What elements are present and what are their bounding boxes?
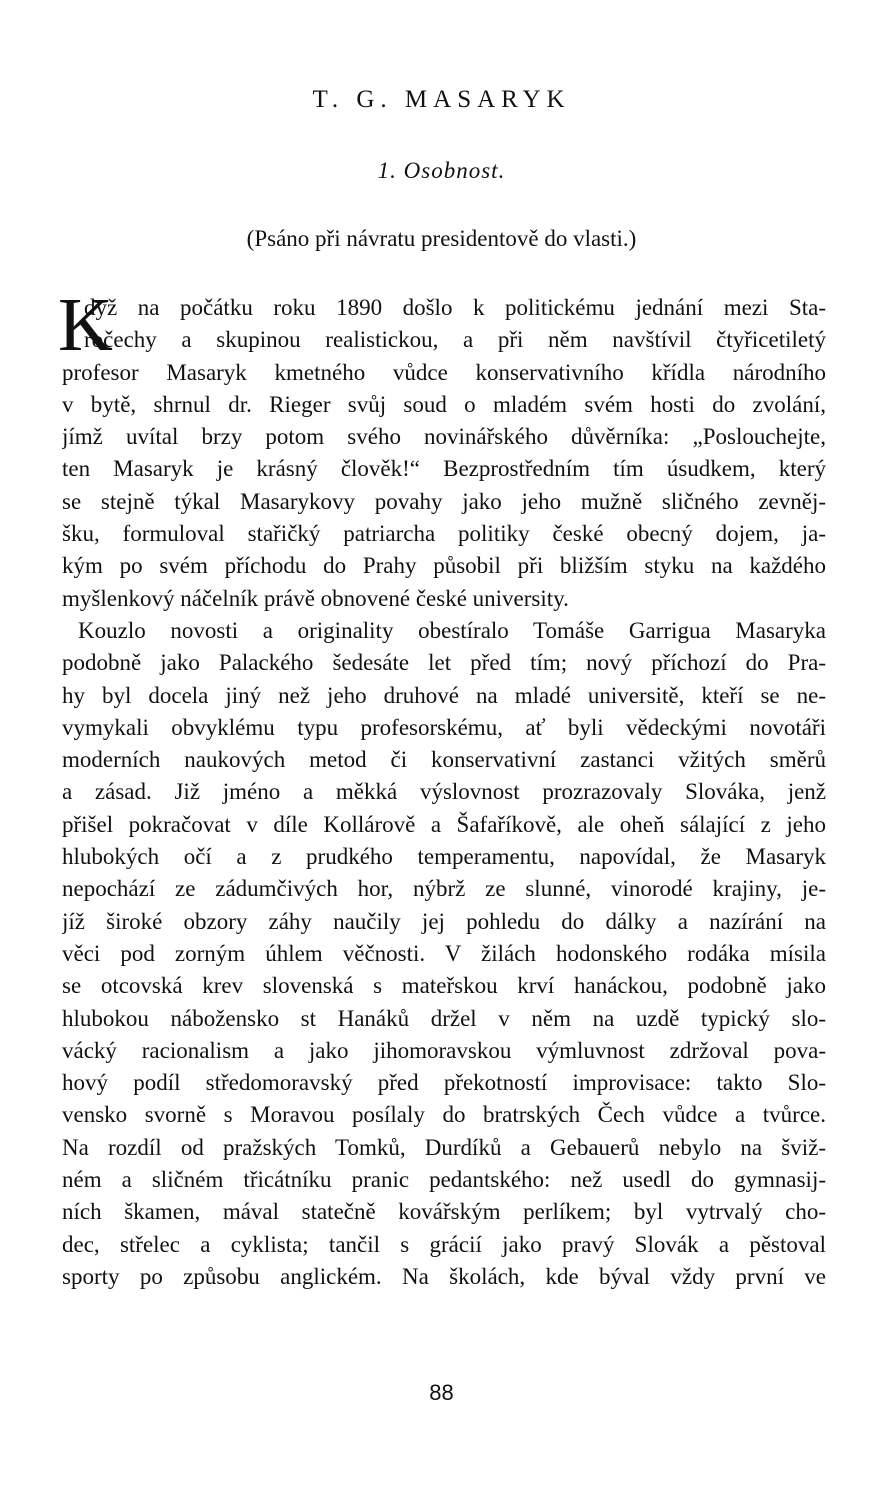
text-line: hy byl docela jiný než jeho druhové na mladé universitě, kteří se ne- (62, 682, 826, 708)
text-line: myšlenkový náčelník právě obnovené české university. (62, 585, 569, 611)
text-line: věci pod zorným úhlem věčnosti. V žilách hodonského rodáka mísila (62, 940, 826, 966)
chapter-title: 1. Osobnost. (377, 158, 506, 183)
text-line: podobně jako Palackého šedesáte let před tím; nový příchozí do Pra- (62, 650, 826, 676)
text-line: jíž široké obzory záhy naučily jej pohledu do dálky a nazírání na (62, 908, 826, 934)
text-line: vensko svorně s Moravou posílaly do bratrských Čech vůdce a tvůrce. (62, 1102, 826, 1128)
text-line: jímž uvítal brzy potom svého novinářského důvěrníka: „Poslouchejte, (62, 424, 826, 450)
text-line: vymykali obvyklému typu profesorskému, ať byli vědeckými novotáři (62, 714, 826, 740)
text-line: se otcovská krev slovenská s mateřskou krví hanáckou, podobně jako (62, 973, 826, 999)
text-line: profesor Masaryk kmetného vůdce konservativního křídla národního (62, 359, 826, 385)
text-line: hlubokou nábožensko st Hanáků držel v něm na uzdě typický slo- (62, 1005, 826, 1031)
text-line: moderních naukových metod či konservativní zastanci vžitých směrů (62, 747, 826, 773)
text-line: hlubokých očí a z prudkého temperamentu, napovídal, že Masaryk (62, 844, 826, 870)
drop-cap: K (58, 283, 113, 367)
text-line: ních škamen, mával statečně kovářským perlíkem; byl vytrvalý cho- (62, 1199, 826, 1225)
text-line: Na rozdíl od pražských Tomků, Durdíků a Gebauerů nebylo na šviž- (62, 1134, 826, 1160)
chapter-subtitle: (Psáno při návratu presidentově do vlasti.) (246, 226, 637, 251)
text-line: ten Masaryk je krásný člověk!“ Bezprostředním tím úsudkem, který (62, 456, 826, 482)
text-line: kým po svém příchodu do Prahy působil při bližším styku na každého (62, 553, 826, 579)
text-line: ném a sličném třicátníku pranic pedantského: než usedl do gymnasij- (62, 1167, 826, 1193)
text-line: nepochází ze zádumčivých hor, nýbrž ze slunné, vinorodé krajiny, je- (62, 876, 826, 902)
body-text (58, 283, 826, 1293)
text-line: ročechy a skupinou realistickou, a při něm navštívil čtyřicetiletý (84, 327, 826, 353)
text-line: šku, formuloval stařičký patriarcha politiky české obecný dojem, ja- (62, 521, 826, 547)
text-line: v bytě, shrnul dr. Rieger svůj soud o mladém svém hosti do zvolání, (62, 391, 826, 417)
text-line: Kouzlo novosti a originality obestíralo Tomáše Garrigua Masaryka (78, 617, 826, 643)
text-line: dyž na počátku roku 1890 došlo k politickému jednání mezi Sta- (84, 295, 826, 320)
text-line: sporty po způsobu anglickém. Na školách, kde býval vždy první ve (62, 1263, 826, 1289)
page-number: 88 (429, 1380, 454, 1405)
text-line: se stejně týkal Masarykovy povahy jako jeho mužně sličného zevněj- (62, 488, 826, 514)
text-line: přišel pokračovat v díle Kollárově a Šafaříkově, ale oheň sálající z jeho (62, 811, 826, 837)
text-line: dec, střelec a cyklista; tančil s grácií jako pravý Slovák a pěstoval (62, 1231, 826, 1257)
author-heading: T. G. MASARYK (312, 86, 571, 113)
text-line: hový podíl středomoravský před překotností improvisace: takto Slo- (62, 1070, 826, 1096)
text-line: vácký racionalism a jako jihomoravskou výmluvnost zdržoval pova- (62, 1037, 826, 1063)
text-line: a zásad. Již jméno a měkká výslovnost prozrazovaly Slováka, jenž (62, 779, 826, 805)
